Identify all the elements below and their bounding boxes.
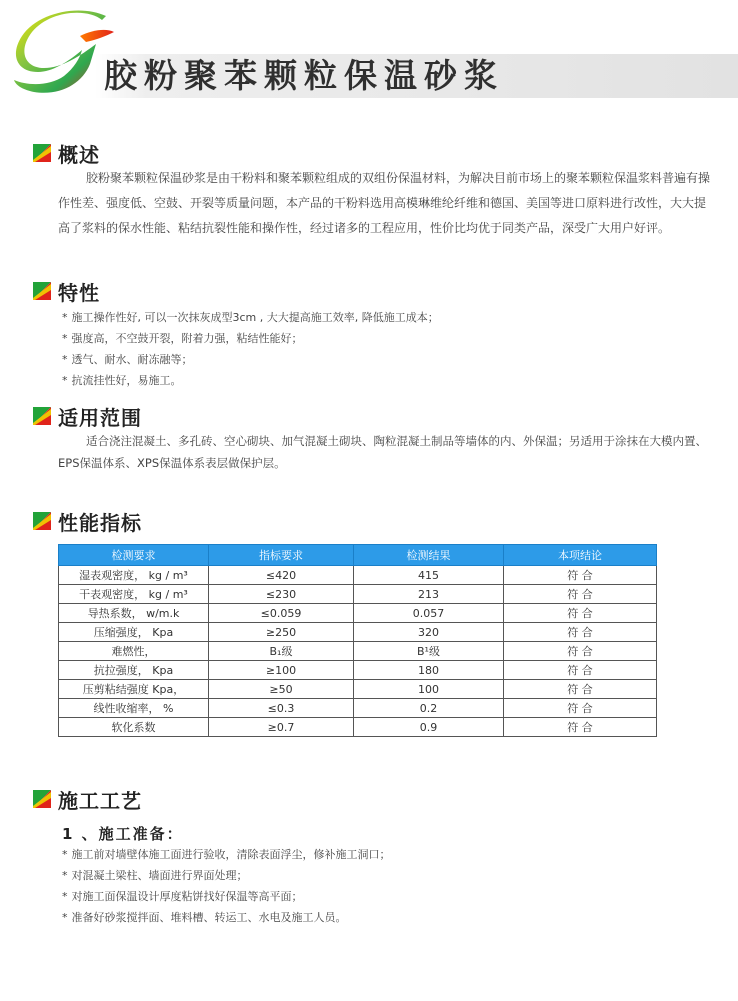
table-row: 软化系数 ≥0.7 0.9 符 合 xyxy=(59,718,657,737)
section-title: 适用范围 xyxy=(58,405,142,430)
section-title: 特性 xyxy=(58,280,100,305)
list-item: * 抗流挂性好，易施工。 xyxy=(62,374,182,387)
section-title: 概述 xyxy=(58,142,100,167)
page-title: 胶粉聚苯颗粒保温砂浆 xyxy=(104,56,504,95)
column-header: 本项结论 xyxy=(504,545,657,566)
table-row: 线性收缩率， % ≤0.3 0.2 符 合 xyxy=(59,699,657,718)
table-row: 湿表观密度， kg / m³ ≤420 415 符 合 xyxy=(59,566,657,585)
table-row: 压剪粘结强度 Kpa， ≥50 100 符 合 xyxy=(59,680,657,699)
section-marker-icon xyxy=(33,407,51,425)
performance-table xyxy=(58,544,657,737)
section-heading-construction xyxy=(33,786,142,812)
table-row: 导热系数， w/m.k ≤0.059 0.057 符 合 xyxy=(59,604,657,623)
features-list xyxy=(62,307,702,391)
table-row: 抗拉强度， Kpa ≥100 180 符 合 xyxy=(59,661,657,680)
table-row: 压缩强度， Kpa ≥250 320 符 合 xyxy=(59,623,657,642)
scope-paragraph xyxy=(58,430,710,474)
column-header: 检测结果 xyxy=(354,545,504,566)
section-title: 性能指标 xyxy=(58,510,142,535)
page-header xyxy=(0,0,738,110)
section-marker-icon xyxy=(33,512,51,530)
overview-paragraph xyxy=(58,166,710,241)
section-marker-icon xyxy=(33,790,51,808)
section-marker-icon xyxy=(33,144,51,162)
table-row: 干表观密度， kg / m³ ≤230 213 符 合 xyxy=(59,585,657,604)
table-header-row xyxy=(59,545,657,566)
column-header: 检测要求 xyxy=(59,545,209,566)
section-heading-overview xyxy=(33,140,100,166)
list-item: * 对混凝土梁柱、墙面进行界面处理； xyxy=(62,869,248,882)
scope-text: 适合浇注混凝土、多孔砖、空心砌块、加气混凝土砌块、陶粒混凝土制品等墙体的内、外保温；另适用于涂抹在大模内置、EPS保温体系、XPS保温体系表层做保护层。 xyxy=(58,434,707,470)
section-marker-icon xyxy=(33,282,51,300)
construction-list xyxy=(62,844,702,928)
list-item: * 施工操作性好, 可以一次抹灰成型3cm , 大大提高施工效率, 降低施工成本； xyxy=(62,311,439,324)
table-row: 难燃性， B₁级 B¹级 符 合 xyxy=(59,642,657,661)
list-item: * 施工前对墙壁体施工面进行验收，清除表面浮尘，修补施工洞口； xyxy=(62,848,391,861)
column-header: 指标要求 xyxy=(209,545,354,566)
construction-subheading: 1 、施工准备： xyxy=(62,825,184,843)
section-title: 施工工艺 xyxy=(58,788,142,813)
list-item: * 准备好砂浆搅拌面、堆料槽、转运工、水电及施工人员。 xyxy=(62,911,347,924)
section-heading-performance xyxy=(33,508,142,534)
section-heading-scope xyxy=(33,403,142,429)
list-item: * 透气、耐水、耐冻融等； xyxy=(62,353,193,366)
list-item: * 强度高，不空鼓开裂，附着力强，粘结性能好； xyxy=(62,332,303,345)
overview-text: 胶粉聚苯颗粒保温砂浆是由干粉料和聚苯颗粒组成的双组份保温材料，为解决目前市场上的聚苯颗粒保温浆料普遍有操作性差、强度低、空鼓、开裂等质量问题，本产品的干粉料选用高模琳维纶纤维和德国、美国等进口原料进行改性，大大提高了浆料的保水性能、粘结抗裂性能和操作性，经过诸多的工程应用，性价比均优于同类产品，深受广大用户好评。 xyxy=(58,171,711,235)
section-heading-features xyxy=(33,278,100,304)
list-item: * 对施工面保温设计厚度粘饼找好保温等高平面； xyxy=(62,890,303,903)
